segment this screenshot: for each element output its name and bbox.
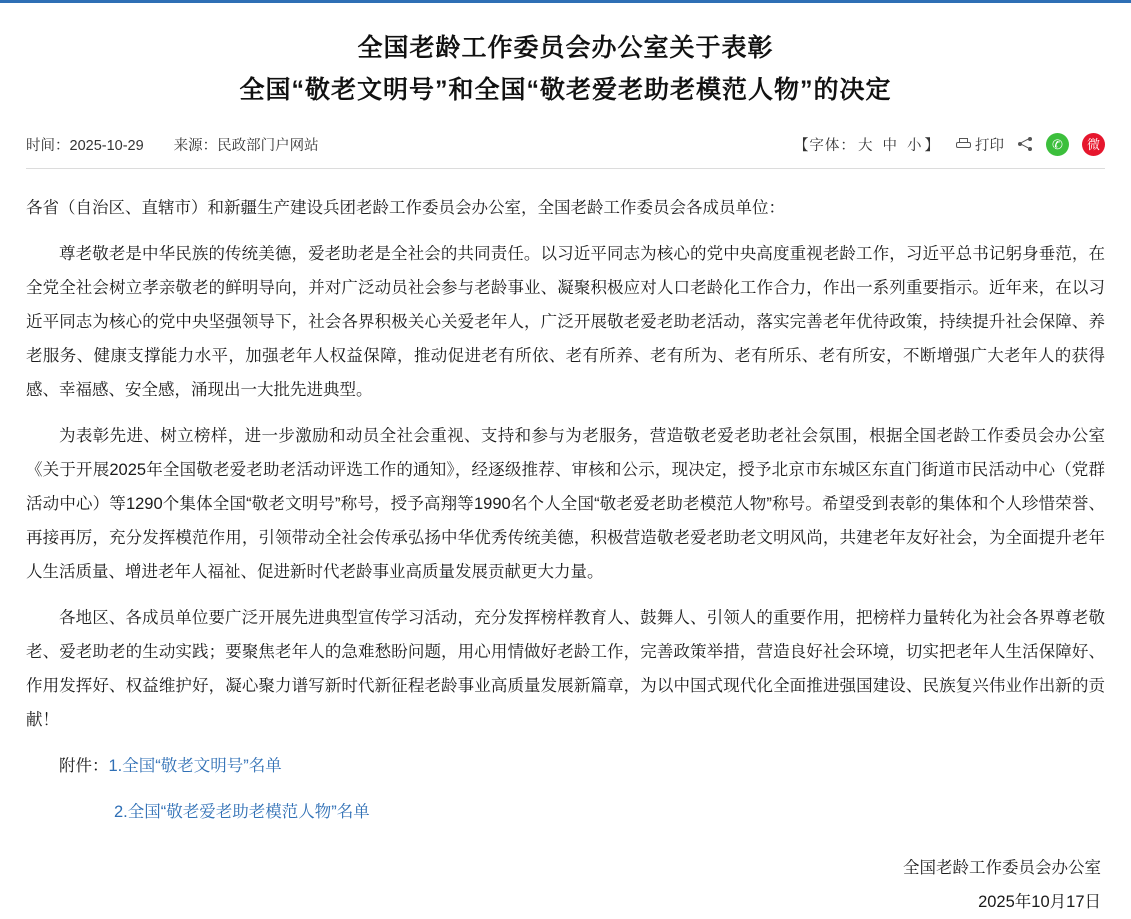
share-icon[interactable] [1018, 137, 1033, 152]
font-size-suffix: 】 [924, 138, 940, 154]
attachment-link-2[interactable]: 2.全国“敬老爱老助老模范人物”名单 [114, 803, 370, 821]
document-body [0, 169, 1131, 919]
document-header [0, 3, 1131, 168]
weibo-share-icon[interactable] [1082, 133, 1105, 156]
meta-right [794, 133, 1105, 156]
font-size-prefix: 【字体： [793, 138, 856, 154]
signature-date: 2025年10月17日 [978, 893, 1101, 911]
weibo-glyph: 微 [1086, 137, 1100, 152]
title-line-2: 全国“敬老文明号”和全国“敬老爱老助老模范人物”的决定 [239, 76, 892, 104]
paragraph-salutation: 各省（自治区、直辖市）和新疆生产建设兵团老龄工作委员会办公室，全国老龄工作委员会各成员单位： [26, 199, 785, 217]
publish-time: 时间：2025-10-29 [26, 138, 144, 154]
title-line-1: 全国老龄工作委员会办公室关于表彰 [357, 34, 774, 62]
wechat-glyph: ✆ [1052, 137, 1063, 152]
signature-issuer: 全国老龄工作委员会办公室 [903, 859, 1101, 877]
font-size-medium[interactable]: 中 [882, 138, 898, 154]
paragraph-3: 各地区、各成员单位要广泛开展先进典型宣传学习活动，充分发挥榜样教育人、鼓舞人、引领人的重要作用，把榜样力量转化为社会各界尊老敬老、爱老助老的生动实践；要聚焦老年人的急难愁盼问题，用心用情做好老龄工作，完善政策举措，营造良好社会环境，切实把老年人生活保障好、作用发挥好、权益维护好，凝心聚力谱写新时代新征程老龄事业高质量发展新篇章，为以中国式现代化全面推进强国建设、民族复兴伟业作出新的贡献！ [26, 609, 1105, 729]
font-size-large[interactable]: 大 [857, 138, 874, 154]
attachments-line-2 [26, 795, 1105, 829]
attachment-link-1[interactable]: 1.全国“敬老文明号”名单 [108, 757, 282, 775]
print-button[interactable] [956, 134, 1004, 155]
printer-icon [956, 138, 971, 151]
page-title [26, 3, 1105, 111]
print-label: 打印 [975, 138, 1004, 154]
paragraph-2: 为表彰先进、树立榜样，进一步激励和动员全社会重视、支持和参与为老服务，营造敬老爱老助老社会氛围，根据全国老龄工作委员会办公室《关于开展2025年全国敬老爱老助老活动评选工作的通知》，经逐级推荐、审核和公示，现决定，授予北京市东城区东直门街道市民活动中心（党群活动中心）等1290个集体全国“敬老文明号”称号，授予高翔等1990名个人全国“敬老爱老助老模范人物”称号。希望受到表彰的集体和个人珍惜荣誉、再接再厉，充分发挥模范作用，引领带动全社会传承弘扬中华优秀传统美德，积极营造敬老爱老助老文明风尚，共建老年友好社会，为全面提升老年人生活质量、增进老年人福祉、促进新时代老龄事业高质量发展贡献更大力量。 [26, 427, 1105, 581]
paragraph-1: 尊老敬老是中华民族的传统美德，爱老助老是全社会的共同责任。以习近平同志为核心的党中央高度重视老龄工作，习近平总书记躬身垂范，在全党全社会树立孝亲敬老的鲜明导向，并对广泛动员社会参与老龄事业、凝聚积极应对人口老龄化工作合力，作出一系列重要指示。近年来，在以习近平同志为核心的党中央坚强领导下，社会各界积极关心关爱老年人，广泛开展敬老爱老助老活动，落实完善老年优待政策，持续提升社会保障、养老服务、健康支撑能力水平，加强老年人权益保障，推动促进老有所依、老有所养、老有所为、老有所乐、老有所安，不断增强广大老年人的获得感、幸福感、安全感，涌现出一大批先进典型。 [26, 245, 1105, 399]
attachments-label: 附件： [59, 757, 109, 775]
font-size-control [794, 134, 940, 155]
source: 来源：民政部门户网站 [173, 138, 319, 154]
font-size-small[interactable]: 小 [907, 138, 923, 154]
wechat-share-icon[interactable] [1046, 133, 1069, 156]
meta-bar [26, 133, 1105, 168]
attachments-line-1 [26, 749, 1105, 783]
meta-left [26, 134, 319, 155]
